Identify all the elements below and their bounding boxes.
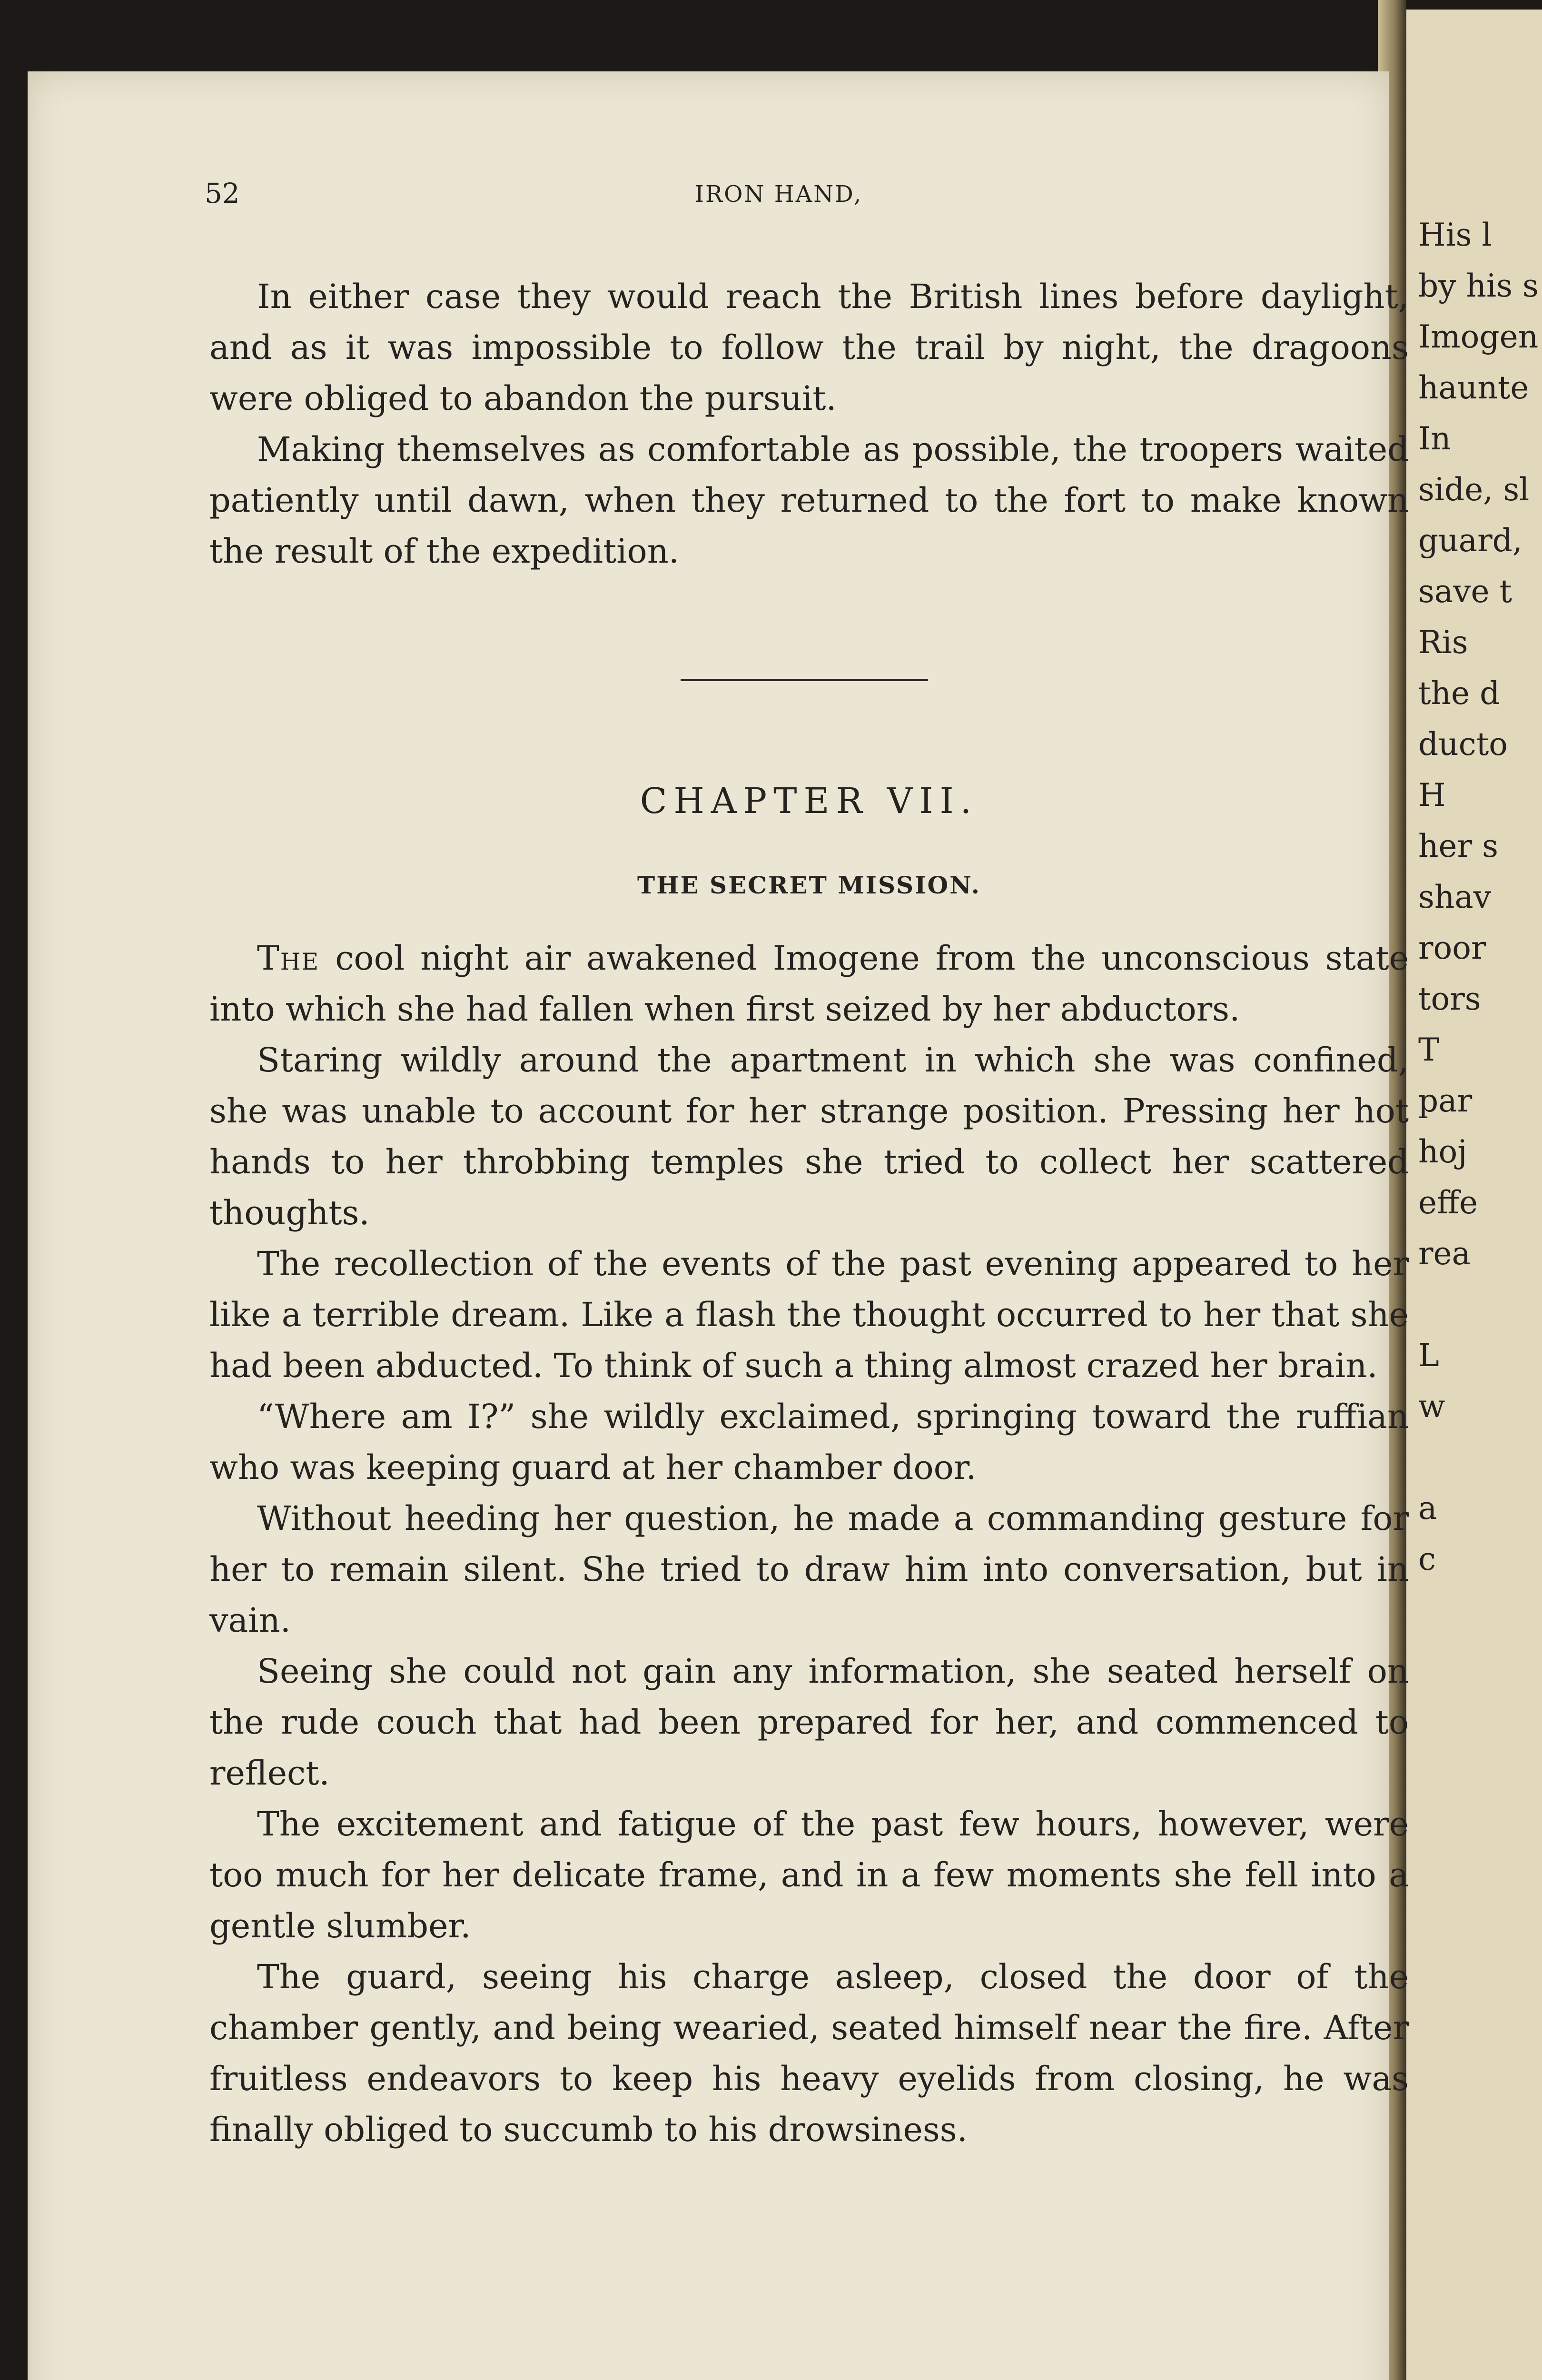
paragraph: In either case they would reach the British lines before daylight, and as it was impossible to follow the trail by night, the dragoons were obliged to abandon the pursuit. — [209, 277, 1409, 418]
facing-page-line: w — [1418, 1388, 1445, 1425]
facing-page-line: His l — [1418, 217, 1492, 253]
facing-page-line: her s — [1418, 828, 1498, 864]
facing-page-line: side, sl — [1418, 471, 1530, 508]
paragraph: The guard, seeing his charge asleep, closed the door of the chamber gently, and being wearied, seated himself near the fire. After fruitless endeavors to keep his heavy eyelids from closing, he was finally obliged to succumb to his drowsiness. — [209, 1957, 1409, 2149]
paragraph: The recollection of the events of the past evening appeared to her like a terrible dream. Like a flash the thought occurred to her that she had been abducted. To think of such a thing almost crazed her brain. — [209, 1244, 1409, 1385]
opening-paragraph — [209, 933, 1409, 1035]
facing-page-line: rea — [1418, 1235, 1471, 1272]
facing-page-line: the d — [1418, 675, 1500, 712]
facing-page-line: tors — [1418, 981, 1481, 1017]
page-header — [205, 177, 1423, 215]
facing-page-line: shav — [1418, 879, 1492, 915]
running-title: IRON HAND, — [695, 181, 863, 208]
page-number: 52 — [205, 177, 240, 209]
paragraph: Staring wildly around the apartment in which she was confined, she was unable to account for her strange position. Pressing her hot hands to her throbbing temples she tried to collect her scattered thoughts. — [209, 1041, 1409, 1232]
chapter-title: CHAPTER VII. — [640, 781, 979, 822]
section-divider — [681, 679, 928, 681]
facing-page-line — [1418, 1279, 1539, 1330]
facing-page — [1399, 10, 1542, 2380]
opening-word: The — [257, 939, 320, 978]
facing-page-line: effe — [1418, 1184, 1478, 1221]
facing-page-line: c — [1418, 1541, 1436, 1577]
facing-page-line: par — [1418, 1082, 1473, 1119]
facing-page-line — [1418, 1432, 1539, 1483]
facing-page-text — [1418, 209, 1539, 1585]
opening-text: cool night air awakened Imogene from the unconscious state into which she had fallen when first seized by her abductors. — [209, 939, 1409, 1029]
facing-page-line: guard, — [1418, 522, 1522, 559]
paragraph: Seeing she could not gain any information, she seated herself on the rude couch that had been prepared for her, and commenced to reflect. — [209, 1652, 1409, 1793]
facing-page-line: ducto — [1418, 726, 1508, 763]
facing-page-line: In — [1418, 420, 1451, 457]
chapter-seven-body — [209, 933, 1409, 2155]
facing-page-line: a — [1418, 1490, 1437, 1527]
facing-page-line: Imogen — [1418, 318, 1539, 355]
facing-page-line: by his s — [1418, 268, 1539, 304]
facing-page-line: Ris — [1418, 624, 1468, 661]
facing-page-line: roor — [1418, 930, 1486, 966]
chapter-subtitle: THE SECRET MISSION. — [637, 871, 981, 899]
facing-page-line: T — [1418, 1031, 1440, 1068]
facing-page-line: save t — [1418, 573, 1512, 610]
paragraph: The excitement and fatigue of the past few hours, however, were too much for her delicate frame, and in a few moments she fell into a gentle slumber. — [209, 1805, 1409, 1945]
paragraph: Making themselves as comfortable as possible, the troopers waited patiently until dawn, when they returned to the fort to make known the result of the expedition. — [209, 430, 1409, 571]
facing-page-line: hoj — [1418, 1133, 1467, 1170]
chapter-six-ending — [209, 271, 1409, 577]
facing-page-line: H — [1418, 777, 1446, 813]
facing-page-line: haunte — [1418, 369, 1529, 406]
paragraph: “Where am I?” she wildly exclaimed, springing toward the ruffian who was keeping guard at her chamber door. — [209, 1397, 1409, 1487]
paragraph: Without heeding her question, he made a commanding gesture for her to remain silent. She tried to draw him into conversation, but in vain. — [209, 1499, 1409, 1640]
facing-page-line: L — [1418, 1337, 1439, 1374]
